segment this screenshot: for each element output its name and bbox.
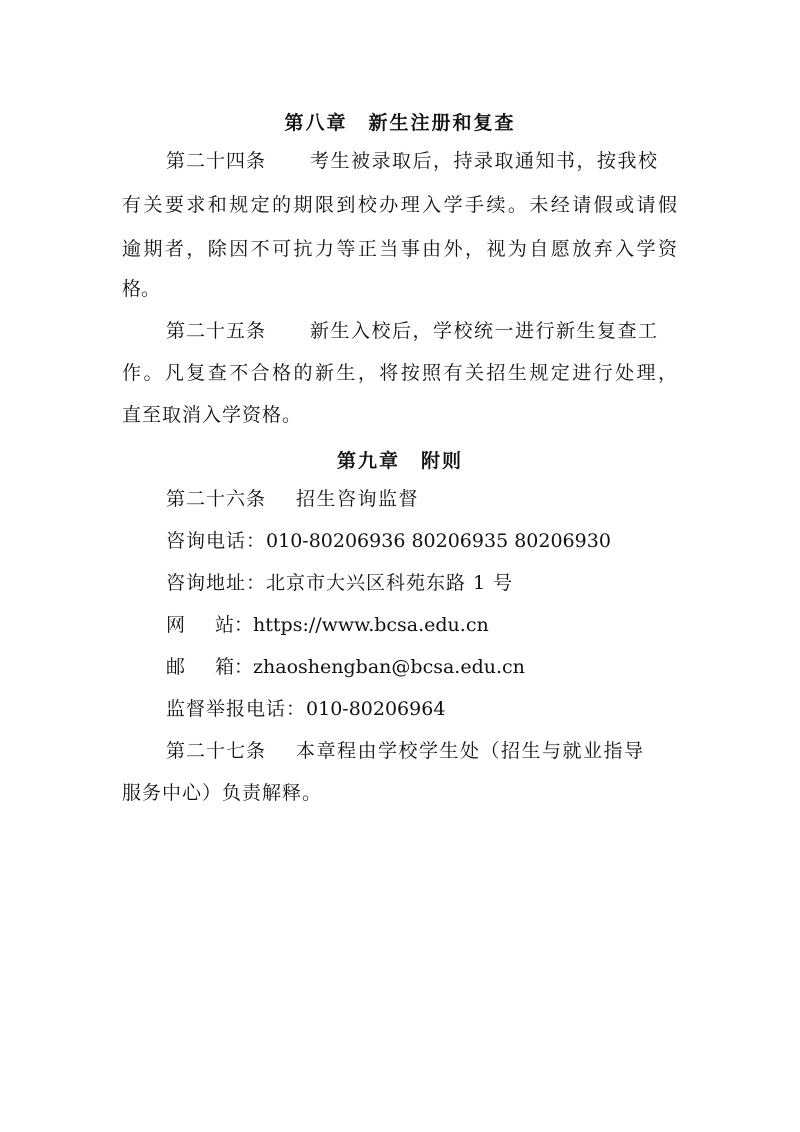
article-25-line-3: 直至取消入学资格。 xyxy=(122,404,303,426)
article-27-line-1: 本章程由学校学生处（招生与就业指导 xyxy=(296,740,645,762)
article-25-line-2: 作。凡复查不合格的新生，将按照有关招生规定进行处理， xyxy=(122,362,678,384)
email-label-char-2: 箱： xyxy=(215,656,254,678)
chapter-9-heading: 第九章 附则 xyxy=(336,450,463,472)
article-26-label: 第二十六条 xyxy=(166,488,267,510)
website-line xyxy=(166,616,489,635)
email-line xyxy=(166,658,525,677)
report-phone-value: 010-80206964 xyxy=(306,698,446,720)
article-24-label: 第二十四条 xyxy=(166,150,267,172)
article-24-line-4: 格。 xyxy=(122,278,161,300)
article-27-first-line xyxy=(166,742,678,761)
article-25-label: 第二十五条 xyxy=(166,320,267,342)
article-26-text: 招生咨询监督 xyxy=(296,488,420,510)
consult-address-line xyxy=(166,574,513,593)
consult-address-value: 北京市大兴区科苑东路 1 号 xyxy=(266,572,514,594)
email-label-char-1: 邮 xyxy=(166,656,186,678)
article-26-line xyxy=(166,490,419,509)
website-label-char-1: 网 xyxy=(166,614,186,636)
consult-address-label: 咨询地址： xyxy=(166,572,267,594)
website-link[interactable]: https://www.bcsa.edu.cn xyxy=(253,614,489,636)
report-phone-line xyxy=(166,700,445,719)
article-24-line-1: 考生被录取后，持录取通知书，按我校 xyxy=(310,150,659,172)
chapter-8-heading: 第八章 新生注册和复查 xyxy=(284,112,516,134)
consult-phone-value: 010-80206936 80206935 80206930 xyxy=(266,530,611,552)
article-27-line-2: 服务中心）负责解释。 xyxy=(122,782,323,804)
article-25-line-1: 新生入校后，学校统一进行新生复查工 xyxy=(310,320,659,342)
consult-phone-line xyxy=(166,532,611,551)
article-24-line-3: 逾期者，除因不可抗力等正当事由外，视为自愿放弃入学资 xyxy=(122,238,678,260)
article-24-first-line xyxy=(166,152,678,171)
article-25-first-line xyxy=(166,322,678,341)
email-link[interactable]: zhaoshengban@bcsa.edu.cn xyxy=(253,656,525,678)
article-24-line-2: 有关要求和规定的期限到校办理入学手续。未经请假或请假 xyxy=(122,194,678,216)
report-phone-label: 监督举报电话： xyxy=(166,698,307,720)
article-27-label: 第二十七条 xyxy=(166,740,267,762)
website-label-char-2: 站： xyxy=(215,614,254,636)
consult-phone-label: 咨询电话： xyxy=(166,530,267,552)
